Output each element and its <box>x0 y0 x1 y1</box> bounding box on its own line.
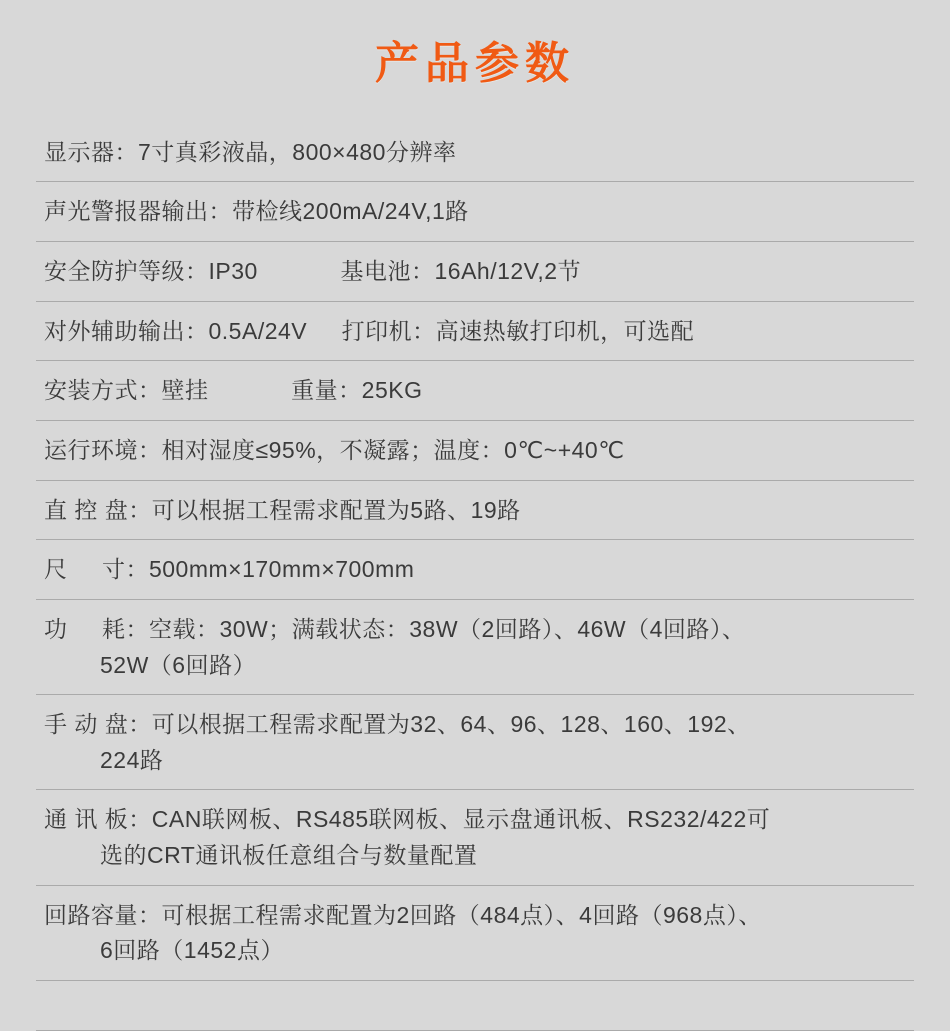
spec-row-manual-panel <box>36 695 914 790</box>
spec-row-line-cont: 选的CRT通讯板任意组合与数量配置 <box>100 842 478 869</box>
spec-row-power-consumption <box>36 600 914 695</box>
spec-row-dimensions <box>36 540 914 600</box>
spec-row-loop-capacity <box>36 886 914 981</box>
spec-row-direct-control-panel <box>36 481 914 541</box>
page-title: 产品参数 <box>375 39 575 88</box>
spec-row-line: 功 耗：空载：30W；满载状态：38W（2回路）、46W（4回路）、 <box>44 615 746 642</box>
spec-row-safety-protection-level <box>36 242 914 302</box>
spec-row-line: 手 动 盘：可以根据工程需求配置为32、64、96、128、160、192、 <box>44 711 751 738</box>
spec-table-bottom-spacer <box>36 981 914 1031</box>
spec-table <box>36 123 914 1031</box>
spec-row-sound-light-alarm-output <box>36 182 914 242</box>
spec-row-operating-environment <box>36 421 914 481</box>
spec-row-line: 尺 寸：500mm×170mm×700mm <box>44 556 415 583</box>
spec-row-line: 回路容量：可根据工程需求配置为2回路（484点）、4回路（968点）、 <box>44 901 762 928</box>
spec-row-line: 安装方式：壁挂 重量：25KG <box>44 377 423 404</box>
spec-row-line-cont: 52W（6回路） <box>100 651 257 678</box>
spec-row-line: 声光警报器输出：带检线200mA/24V,1路 <box>44 198 469 225</box>
spec-row-line: 对外辅助输出：0.5A/24V 打印机：高速热敏打印机，可选配 <box>44 317 695 344</box>
spec-row-line: 显示器：7寸真彩液晶，800×480分辨率 <box>44 138 457 165</box>
spec-row-line: 通 讯 板：CAN联网板、RS485联网板、显示盘通讯板、RS232/422可 <box>44 806 771 833</box>
spec-row-line: 运行环境：相对湿度≤95%，不凝露；温度：0℃~+40℃ <box>44 437 625 463</box>
spec-row-line-cont: 224路 <box>100 746 164 773</box>
spec-row-communication-board <box>36 790 914 885</box>
spec-row-line: 直 控 盘：可以根据工程需求配置为5路、19路 <box>44 496 521 523</box>
spec-row-installation-method <box>36 361 914 421</box>
spec-row-auxiliary-output <box>36 302 914 362</box>
spec-row-line-cont: 6回路（1452点） <box>100 937 284 964</box>
spec-row-line: 安全防护等级：IP30 基电池：16Ah/12V,2节 <box>44 258 582 285</box>
spec-row-display <box>36 123 914 183</box>
